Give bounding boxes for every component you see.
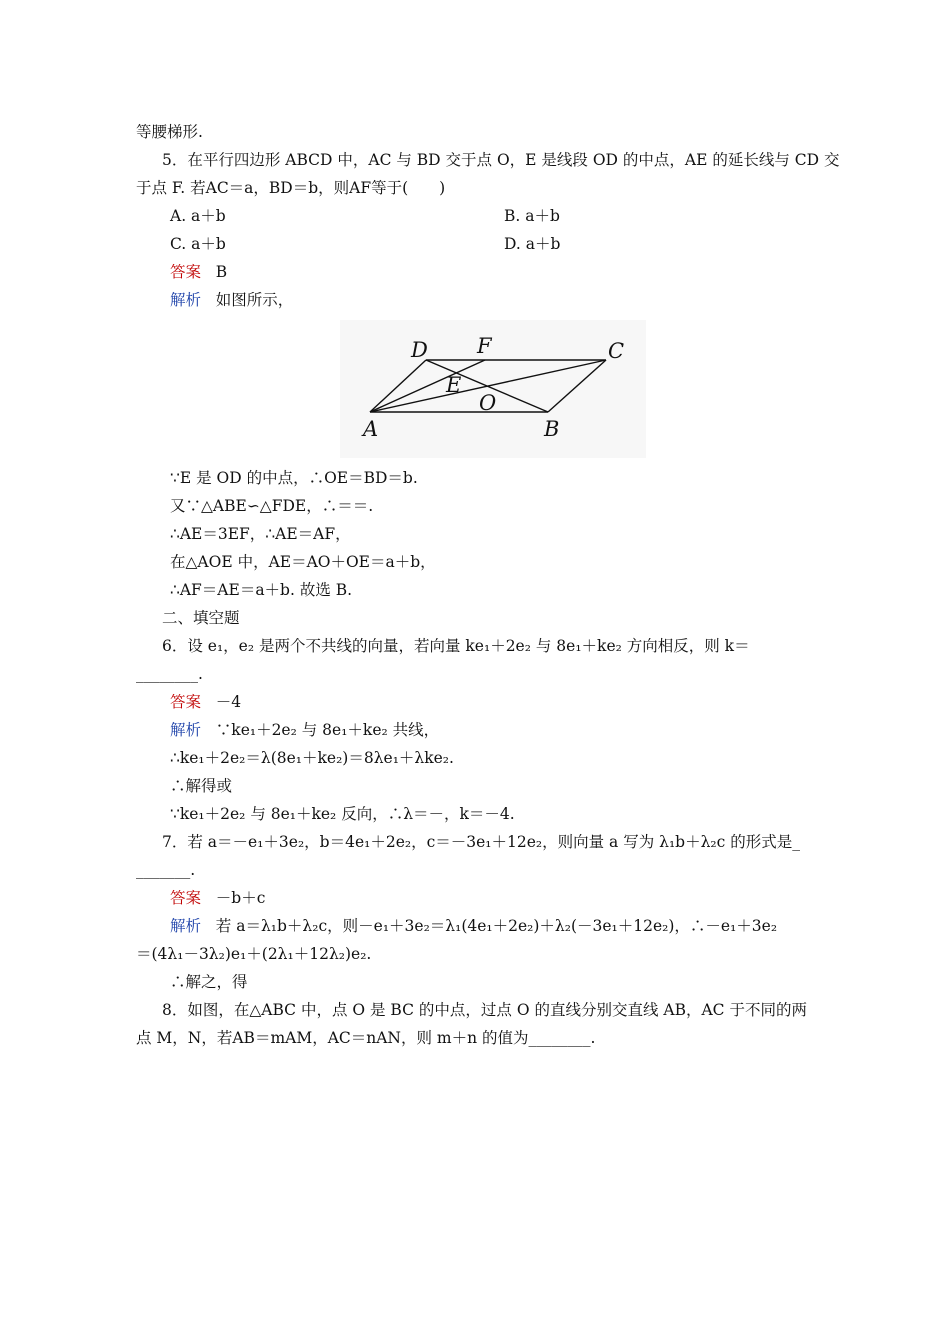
parallelogram-figure bbox=[340, 320, 646, 458]
solution-line: 又∵△ABE∽△FDE，∴＝＝. bbox=[170, 497, 374, 515]
label-e: E bbox=[446, 373, 462, 397]
label-c: C bbox=[608, 339, 625, 363]
section-heading: 二、填空题 bbox=[162, 609, 240, 627]
solution-line: ＝(4λ₁－3λ₂)e₁＋(2λ₁＋12λ₂)e₂. bbox=[136, 945, 372, 963]
answer-label: 答案 bbox=[170, 889, 202, 907]
question-5-text-cont: 于点 F. 若AC＝a，BD＝b，则AF等于( ) bbox=[136, 179, 446, 197]
question-7-blank: _______. bbox=[136, 861, 196, 879]
solution-line: ∴ke₁＋2e₂＝λ(8e₁＋ke₂)＝8λe₁＋λke₂. bbox=[170, 749, 454, 767]
option-b: B. a＋b bbox=[504, 207, 560, 225]
answer-value: －4 bbox=[215, 693, 242, 711]
option-d: D. a＋b bbox=[504, 235, 561, 253]
question-6-text: 6．设 e₁，e₂ 是两个不共线的向量，若向量 ke₁＋2e₂ 与 8e₁＋ke₂ 方向相反，则 k＝ bbox=[162, 637, 750, 655]
label-a: A bbox=[363, 417, 379, 441]
question-6-blank: ________. bbox=[136, 665, 203, 683]
solution-line: ∵ke₁＋2e₂ 与 8e₁＋ke₂ 反向，∴λ＝－，k＝－4. bbox=[170, 805, 515, 823]
text-line: 等腰梯形. bbox=[136, 123, 203, 141]
answer-value: －b＋c bbox=[215, 889, 266, 907]
question-7-text: 7．若 a＝－e₁＋3e₂，b＝4e₁＋2e₂，c＝－3e₁＋12e₂，则向量 a 写为 λ₁b＋λ₂c 的形式是_ bbox=[162, 833, 800, 851]
solution-line: ∵E 是 OD 的中点，∴OE＝BD＝b. bbox=[170, 469, 418, 487]
solution-line: ∴AF＝AE＝a＋b. 故选 B. bbox=[170, 581, 353, 599]
analysis-text: 若 a＝λ₁b＋λ₂c，则－e₁＋3e₂＝λ₁(4e₁＋2e₂)＋λ₂(－3e₁＋12e₂)，∴－e₁＋3e₂ bbox=[215, 917, 778, 935]
label-b: B bbox=[544, 417, 560, 441]
analysis-label: 解析 bbox=[170, 291, 202, 309]
label-f: F bbox=[477, 334, 492, 358]
analysis-text: ∵ke₁＋2e₂ 与 8e₁＋ke₂ 共线， bbox=[215, 721, 440, 739]
question-8-text: 8．如图，在△ABC 中，点 O 是 BC 的中点，过点 O 的直线分别交直线 AB，AC 于不同的两 bbox=[162, 1001, 807, 1019]
answer-row bbox=[170, 692, 241, 712]
analysis-row bbox=[170, 916, 777, 936]
label-o: O bbox=[479, 391, 497, 415]
solution-line: 在△AOE 中，AE＝AO＋OE＝a＋b， bbox=[170, 553, 436, 571]
solution-line: ∴解得或 bbox=[170, 777, 233, 795]
answer-value: B bbox=[215, 263, 228, 281]
analysis-row bbox=[170, 720, 439, 740]
answer-row bbox=[170, 262, 227, 282]
analysis-row bbox=[170, 290, 293, 310]
answer-label: 答案 bbox=[170, 263, 202, 281]
answer-row bbox=[170, 888, 265, 908]
label-d: D bbox=[411, 338, 428, 362]
solution-line: ∴AE＝3EF，∴AE＝AF， bbox=[170, 525, 351, 543]
question-5-text: 5．在平行四边形 ABCD 中，AC 与 BD 交于点 O，E 是线段 OD 的中点，AE 的延长线与 CD 交 bbox=[162, 151, 840, 169]
analysis-text: 如图所示， bbox=[215, 291, 294, 309]
answer-label: 答案 bbox=[170, 693, 202, 711]
option-a: A. a＋b bbox=[170, 207, 226, 225]
analysis-label: 解析 bbox=[170, 917, 202, 935]
solution-line: ∴解之，得 bbox=[170, 973, 248, 991]
analysis-label: 解析 bbox=[170, 721, 202, 739]
option-c: C. a＋b bbox=[170, 235, 226, 253]
question-8-text-cont: 点 M，N，若AB＝mAM，AC＝nAN，则 m＋n 的值为________. bbox=[136, 1029, 596, 1047]
